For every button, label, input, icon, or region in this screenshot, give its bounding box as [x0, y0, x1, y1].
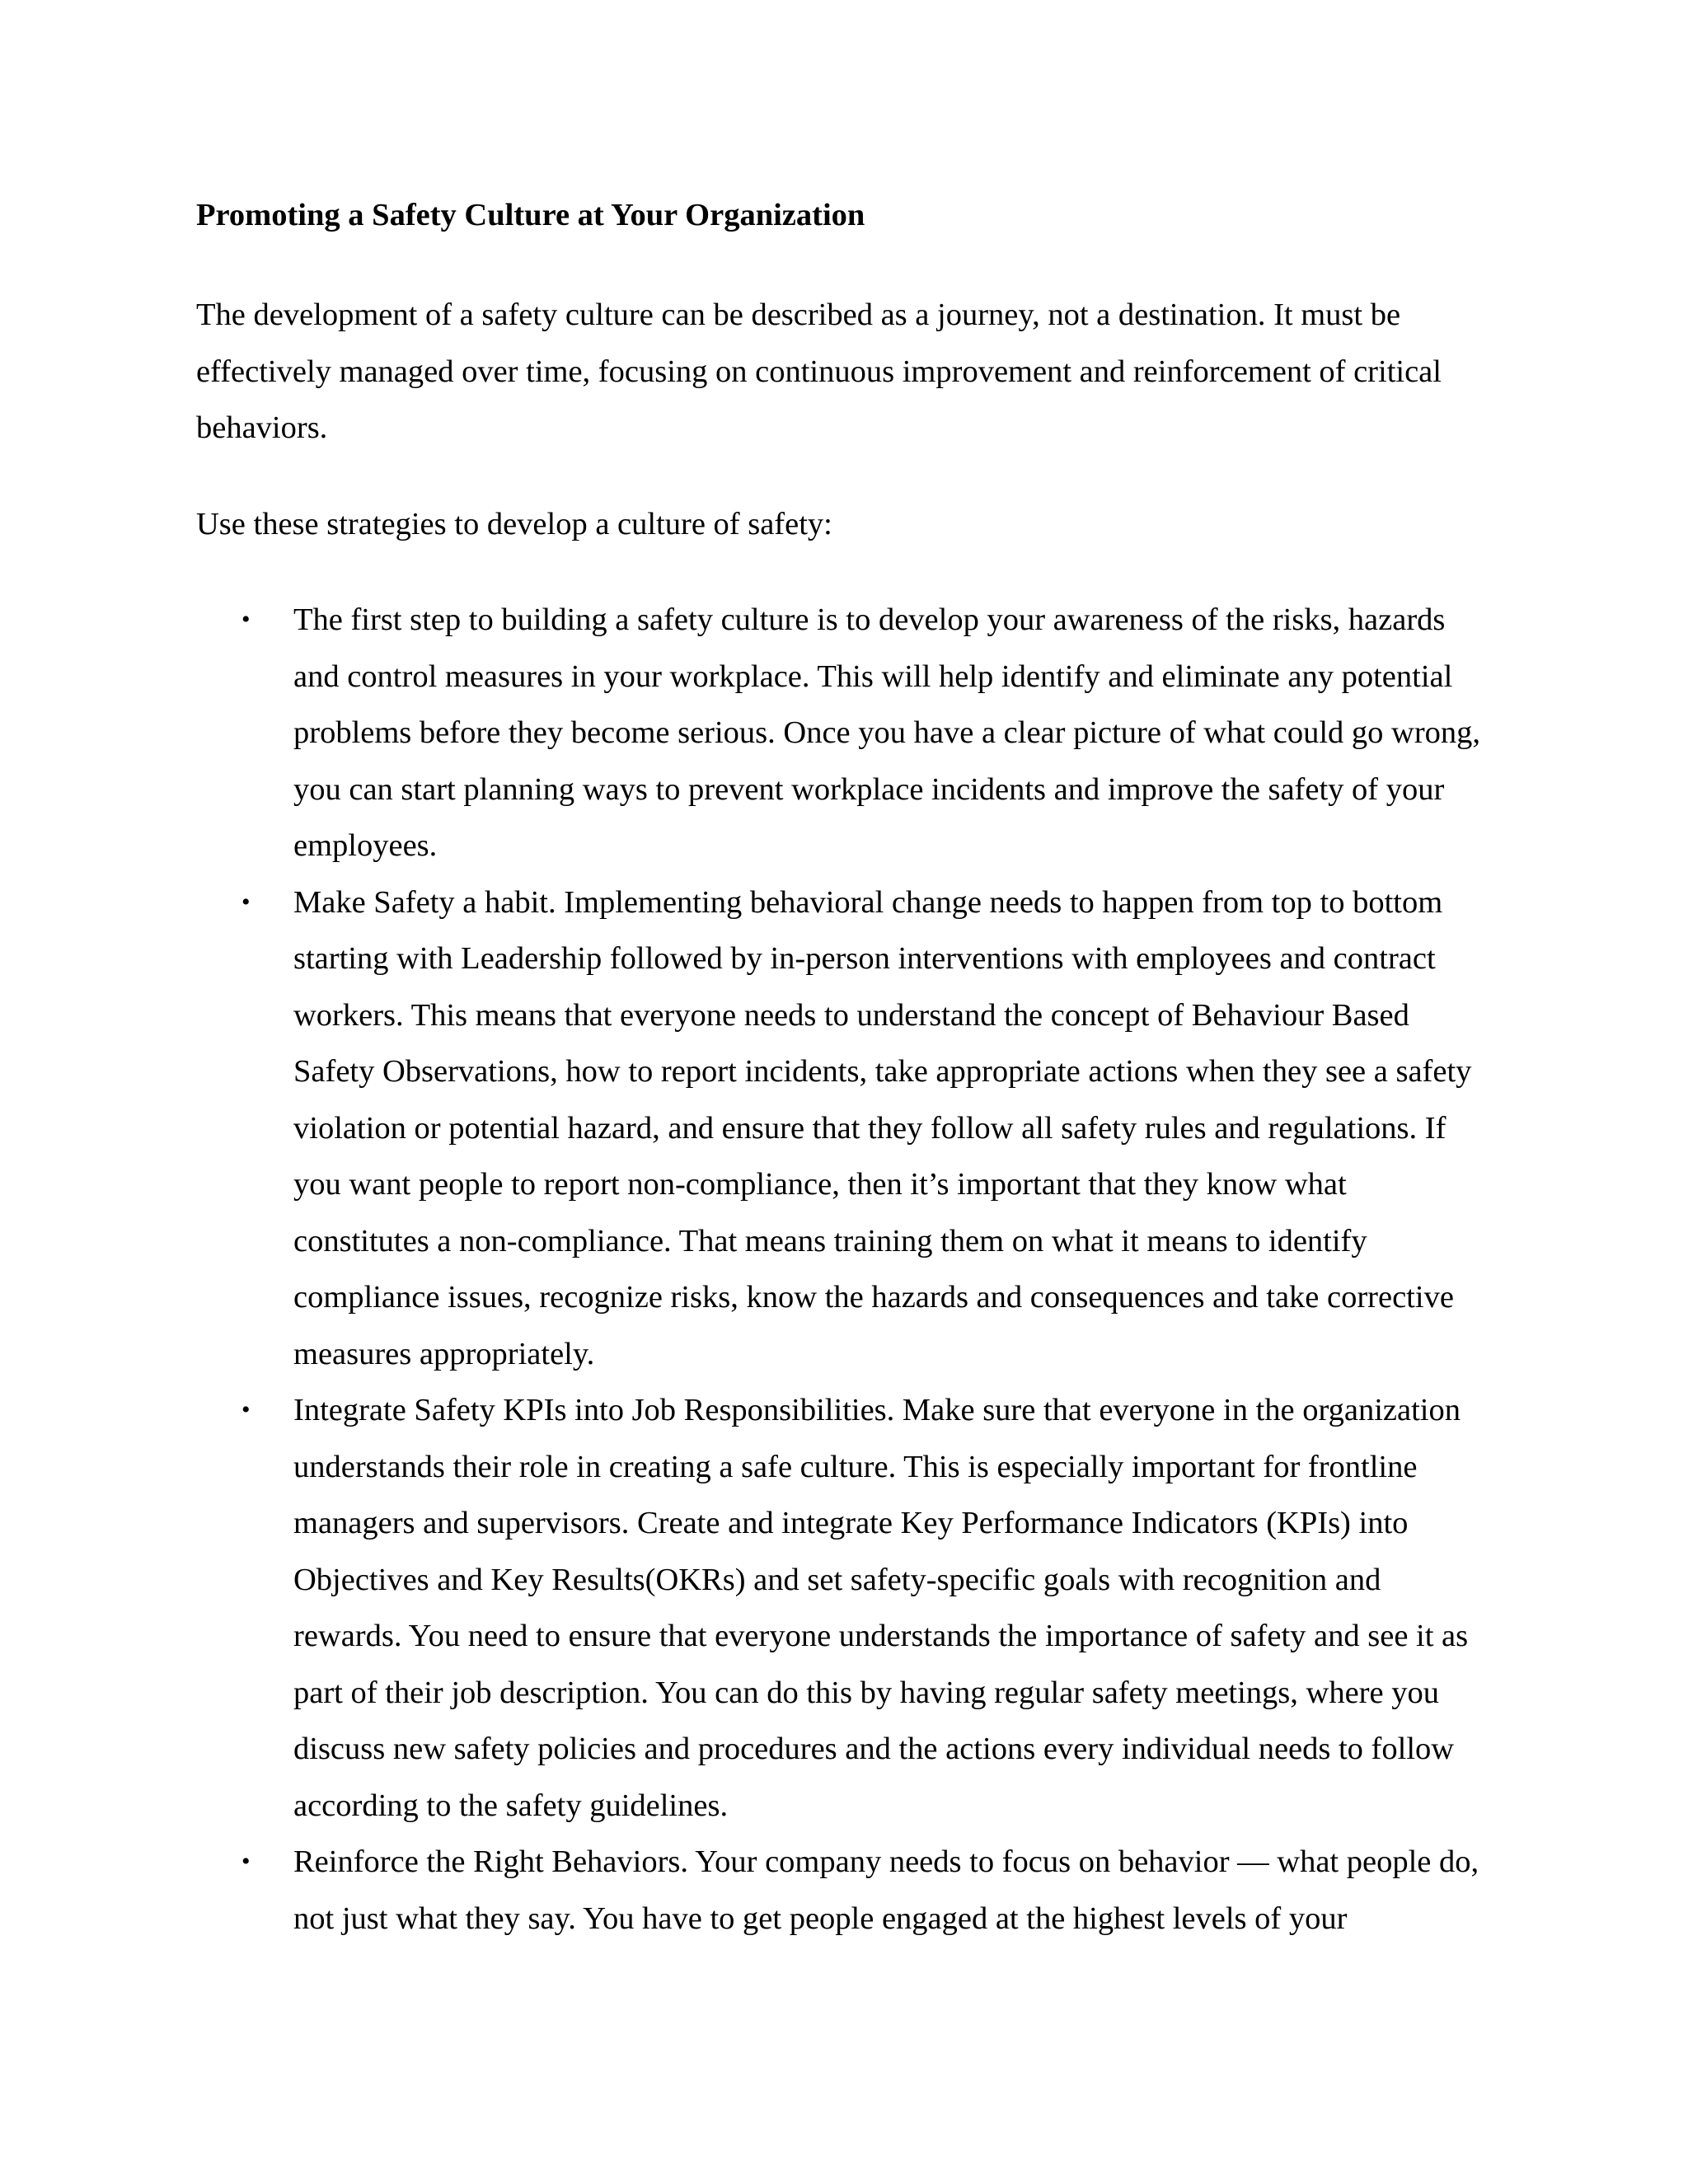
- bullet-icon: •: [241, 888, 251, 916]
- list-item: [196, 874, 1482, 1383]
- document-body: [196, 194, 1482, 1947]
- list-item: [196, 592, 1482, 874]
- intro-paragraph: The development of a safety culture can be described as a journey, not a destination. It must be effectively managed over time, focusing on continuous improvement and reinforcement of critical behaviors.: [196, 298, 1442, 445]
- list-item: [196, 1834, 1482, 1947]
- list-item-text: Make Safety a habit. Implementing behavioral change needs to happen from top to bottom starting with Leadership followed by in-person interventions with employees and contract workers. This means that everyone needs to understand the concept of Behaviour Based Safety Observations, how to report incidents, take appropriate actions when they see a safety violation or potential hazard, and ensure that they follow all safety rules and regulations. If you want people to report non-compliance, then it’s important that they know what constitutes a non-compliance. That means training them on what it means to identify compliance issues, recognize risks, know the hazards and consequences and take corrective measures appropriately.: [293, 884, 1472, 1371]
- list-item: [196, 1382, 1482, 1834]
- bullet-icon: •: [241, 606, 251, 633]
- strategy-list: [196, 592, 1482, 1947]
- bullet-icon: •: [241, 1396, 251, 1423]
- strategies-lead: Use these strategies to develop a culture of safety:: [196, 506, 832, 541]
- bullet-icon: •: [241, 1848, 251, 1875]
- list-item-text: Integrate Safety KPIs into Job Responsibilities. Make sure that everyone in the organization understands their role in creating a safe culture. This is especially important for frontline managers and supervisors. Create and integrate Key Performance Indicators (KPIs) into Objectives and Key Results(OKRs) and set safety-specific goals with recognition and rewards. You need to ensure that everyone understands the importance of safety and see it as part of their job description. You can do this by having regular safety meetings, where you discuss new safety policies and procedures and the actions every individual needs to follow according to the safety guidelines.: [293, 1393, 1469, 1823]
- list-item-text: Reinforce the Right Behaviors. Your company needs to focus on behavior — what people do, not just what they say. You have to get people engaged at the highest levels of your: [293, 1844, 1479, 1936]
- list-item-text: The first step to building a safety culture is to develop your awareness of the risks, hazards and control measures in your workplace. This will help identify and eliminate any potential problems before they become serious. Once you have a clear picture of what could go wrong, you can start planning ways to prevent workplace incidents and improve the safety of your employees.: [293, 602, 1481, 863]
- page-title: Promoting a Safety Culture at Your Organization: [196, 198, 865, 232]
